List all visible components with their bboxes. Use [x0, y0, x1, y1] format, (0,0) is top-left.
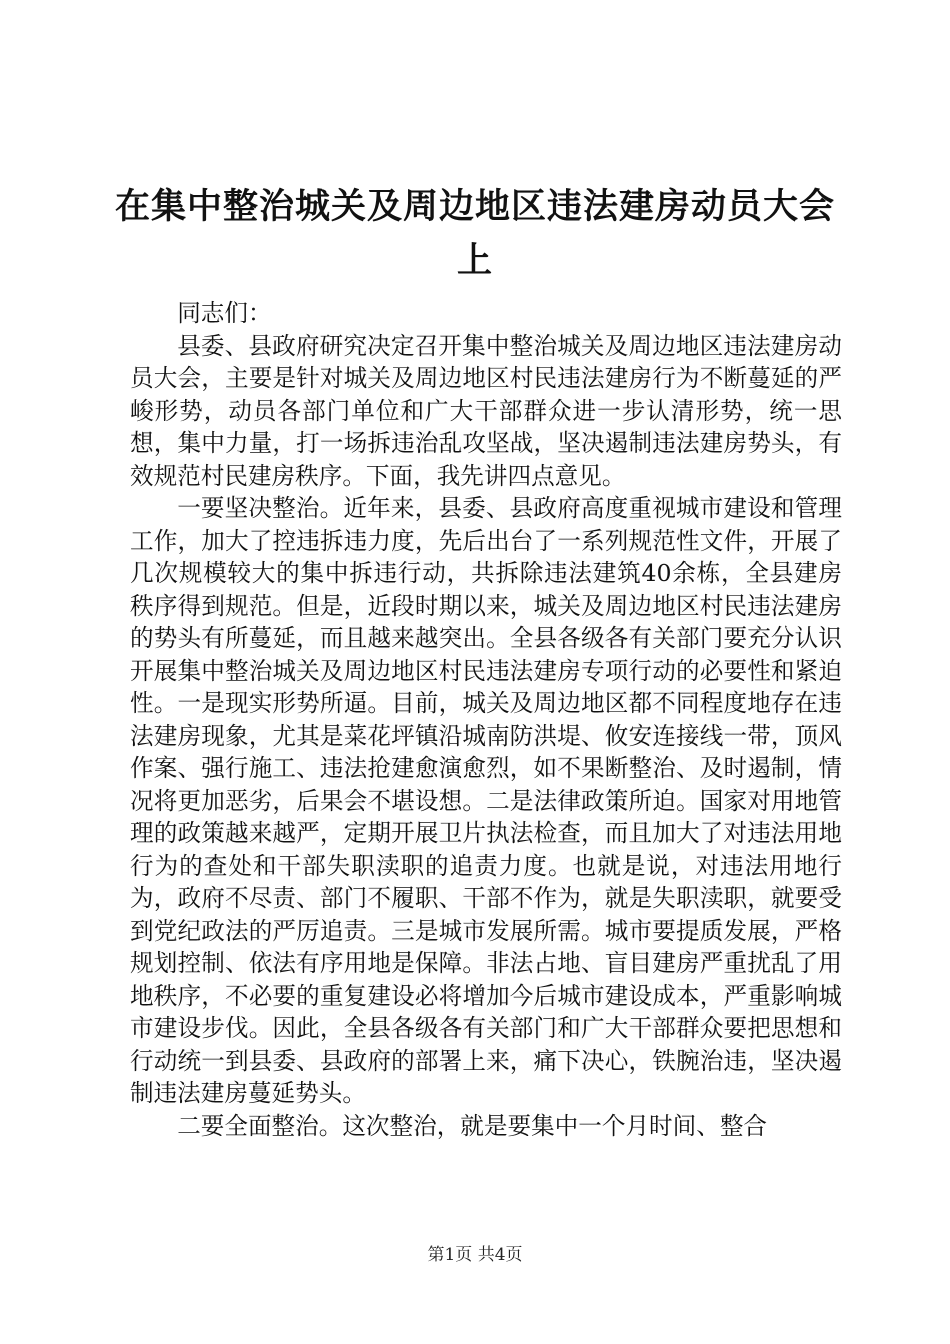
section-two-paragraph: 二要全面整治。这次整治，就是要集中一个月时间、整合: [177, 1111, 768, 1140]
document-title: 在集中整治城关及周边地区违法建房动员大会上: [114, 187, 835, 281]
section-one-paragraph: 一要坚决整治。近年来，县委、县政府高度重视城市建设和管理工作，加大了控违拆违力度，先后出台了一系列规范性文件，开展了几次规模较大的集中拆违行动，共拆除违法建筑40余栋，全县建房秩序得到规范。但是，近段时期以来，城关及周边地区村民违法建房的势头有所蔓延，而且越来越突出。全县各级各有关部门要充分认识开展集中整治城关及周边地区村民违法建房专项行动的必要性和紧迫性。一是现实形势所逼。目前，城关及周边地区都不同程度地存在违法建房现象，尤其是菜花坪镇沿城南防洪堤、攸安连接线一带，顶风作案、强行施工、违法抢建愈演愈烈，如不果断整治、及时遏制，情况将更加恶劣，后果会不堪设想。二是法律政策所迫。国家对用地管理的政策越来越严，定期开展卫片执法检查，而且加大了对违法用地行为的查处和干部失职渎职的追责力度。也就是说，对违法用地行为，政府不尽责、部门不履职、干部不作为，就是失职渎职，就要受到党纪政法的严厉追责。三是城市发展所需。城市要提质发展，严格规划控制、依法有序用地是保障。非法占地、盲目建房严重扰乱了用地秩序，不必要的重复建设必将增加今后城市建设成本，严重影响城市建设步伐。因此，全县各级各有关部门和广大干部群众要把思想和行动统一到县委、县政府的部署上来，痛下决心，铁腕治违，坚决遏制违法建房蔓延势头。: [130, 494, 842, 1107]
salutation-paragraph: 同志们：: [177, 299, 272, 327]
intro-paragraph: 县委、县政府研究决定召开集中整治城关及周边地区违法建房动员大会，主要是针对城关及周边地区村民违法建房行为不断蔓延的严峻形势，动员各部门单位和广大干部群众进一步认清形势，统一思想，集中力量，打一场拆违治乱攻坚战，坚决遏制违法建房势头，有效规范村民建房秩序。下面，我先讲四点意见。: [130, 331, 842, 490]
document-body: [130, 297, 842, 1142]
page-number-footer: 第1页 共4页: [427, 1245, 523, 1265]
